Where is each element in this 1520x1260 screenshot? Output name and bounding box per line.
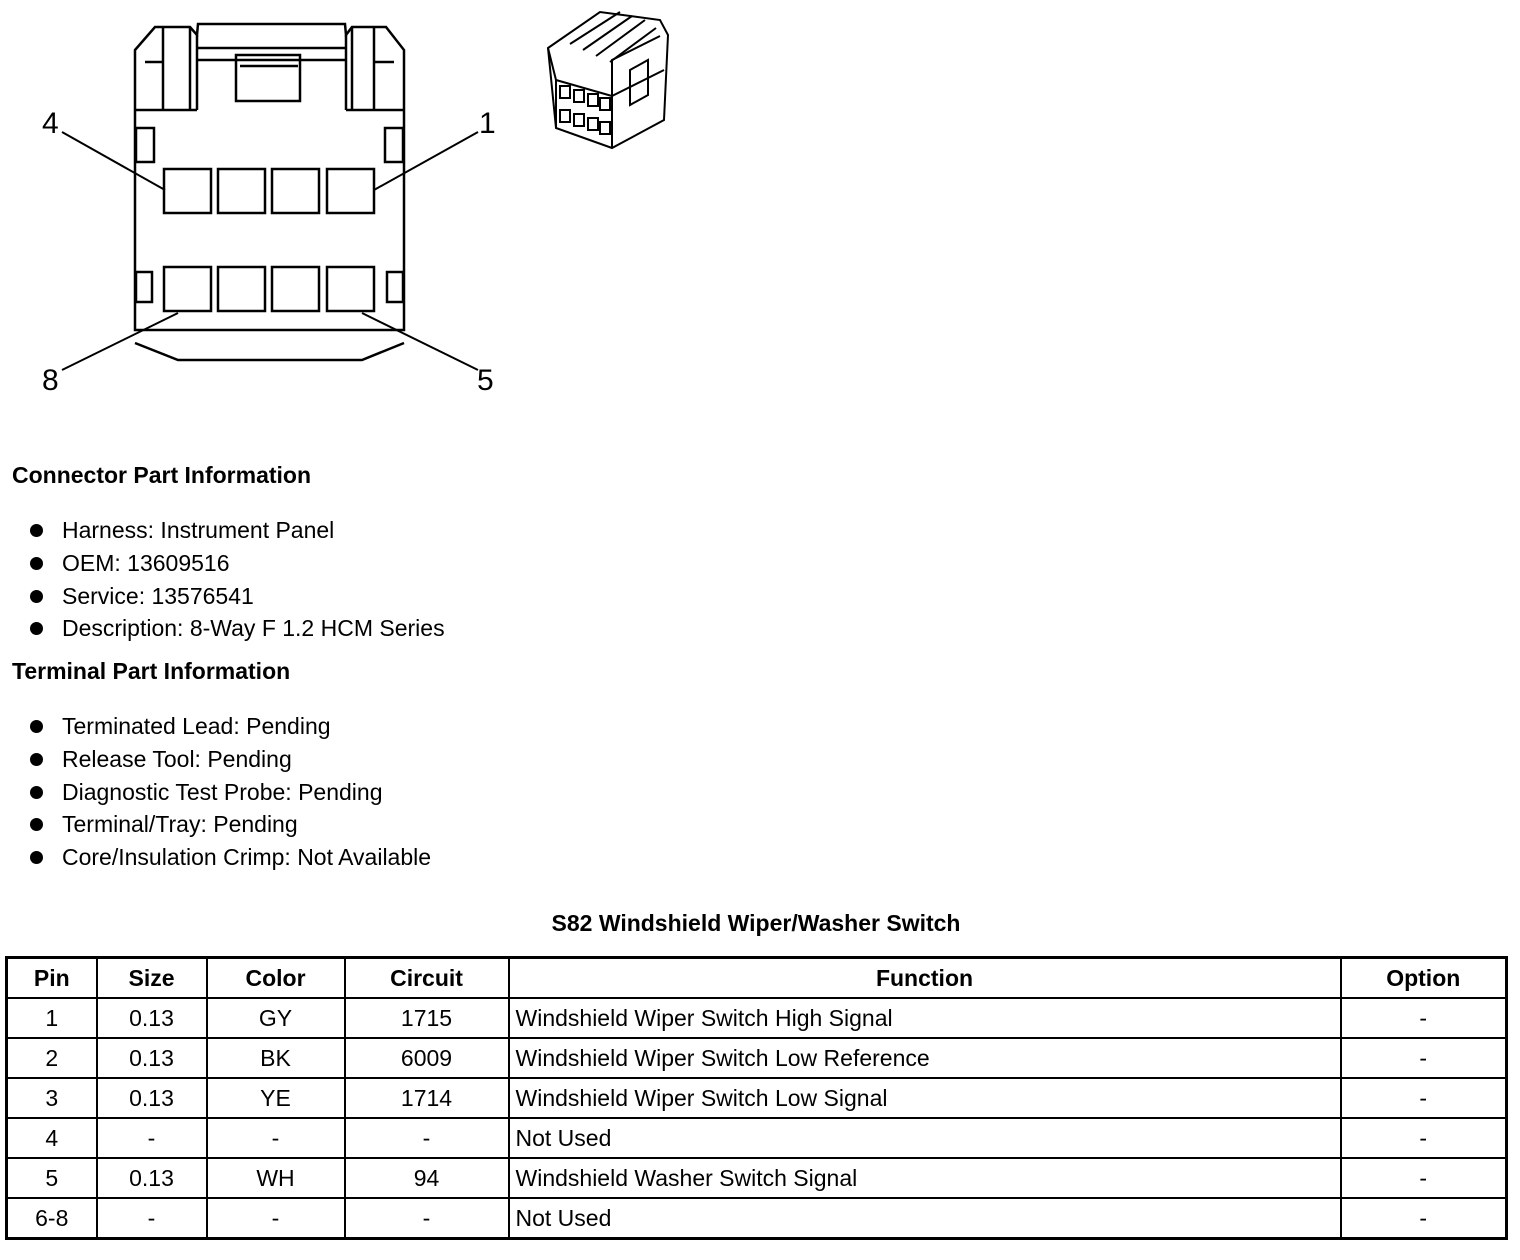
terminal-info-list bbox=[28, 710, 431, 874]
cell-color: - bbox=[207, 1118, 345, 1158]
cavity-8 bbox=[164, 267, 211, 311]
list-item: Terminal/Tray: Pending bbox=[28, 808, 431, 841]
cell-size: 0.13 bbox=[97, 1158, 207, 1198]
cell-function: Not Used bbox=[509, 1198, 1341, 1239]
left-window-upper bbox=[136, 128, 154, 162]
cavity-5 bbox=[327, 267, 374, 311]
table-row bbox=[7, 998, 1507, 1038]
cell-size: - bbox=[97, 1118, 207, 1158]
cell-size: - bbox=[97, 1198, 207, 1239]
table-header-row bbox=[7, 958, 1507, 999]
cell-circuit: 1714 bbox=[345, 1078, 509, 1118]
cell-option: - bbox=[1341, 1078, 1507, 1118]
bottom-skirt bbox=[135, 343, 404, 360]
cell-size: 0.13 bbox=[97, 998, 207, 1038]
right-window-lower bbox=[387, 272, 403, 302]
bullet-icon bbox=[30, 720, 43, 733]
cell-color: YE bbox=[207, 1078, 345, 1118]
cell-pin: 3 bbox=[7, 1078, 97, 1118]
cell-circuit: 1715 bbox=[345, 998, 509, 1038]
pin-table bbox=[5, 956, 1508, 1240]
housing-outline bbox=[135, 24, 404, 330]
bullet-icon bbox=[30, 753, 43, 766]
terminal-info-heading: Terminal Part Information bbox=[12, 658, 291, 684]
table-row bbox=[7, 1158, 1507, 1198]
header-size: Size bbox=[97, 958, 207, 999]
cavity-6 bbox=[272, 267, 319, 311]
cell-option: - bbox=[1341, 1118, 1507, 1158]
cell-pin: 4 bbox=[7, 1118, 97, 1158]
cell-circuit: 94 bbox=[345, 1158, 509, 1198]
leader-pin-5 bbox=[362, 313, 478, 370]
header-function: Function bbox=[509, 958, 1341, 999]
cell-pin: 6-8 bbox=[7, 1198, 97, 1239]
cell-option: - bbox=[1341, 998, 1507, 1038]
connector-info-list bbox=[28, 514, 445, 645]
table-row bbox=[7, 1038, 1507, 1078]
cell-color: BK bbox=[207, 1038, 345, 1078]
cell-size: 0.13 bbox=[97, 1038, 207, 1078]
left-window-lower bbox=[136, 272, 152, 302]
cell-pin: 2 bbox=[7, 1038, 97, 1078]
list-item: Service: 13576541 bbox=[28, 580, 445, 613]
cavity-2 bbox=[272, 169, 319, 213]
pin-label-1: 1 bbox=[479, 107, 496, 140]
table-row bbox=[7, 1198, 1507, 1239]
cell-function: Windshield Washer Switch Signal bbox=[509, 1158, 1341, 1198]
bullet-icon bbox=[30, 590, 43, 603]
list-item: Description: 8-Way F 1.2 HCM Series bbox=[28, 612, 445, 645]
header-pin: Pin bbox=[7, 958, 97, 999]
bullet-icon bbox=[30, 818, 43, 831]
top-latch bbox=[197, 35, 346, 110]
cell-size: 0.13 bbox=[97, 1078, 207, 1118]
cell-color: GY bbox=[207, 998, 345, 1038]
pin-label-4: 4 bbox=[42, 107, 59, 140]
bullet-icon bbox=[30, 622, 43, 635]
connector-face-diagram bbox=[0, 0, 700, 420]
bullet-icon bbox=[30, 786, 43, 799]
cell-circuit: 6009 bbox=[345, 1038, 509, 1078]
list-item: Harness: Instrument Panel bbox=[28, 514, 445, 547]
pin-label-5: 5 bbox=[477, 364, 494, 397]
list-item: Core/Insulation Crimp: Not Available bbox=[28, 841, 431, 874]
leader-pin-8 bbox=[62, 313, 178, 370]
header-option: Option bbox=[1341, 958, 1507, 999]
list-item: OEM: 13609516 bbox=[28, 547, 445, 580]
cell-function: Windshield Wiper Switch High Signal bbox=[509, 998, 1341, 1038]
header-color: Color bbox=[207, 958, 345, 999]
cell-function: Not Used bbox=[509, 1118, 1341, 1158]
bullet-icon bbox=[30, 557, 43, 570]
pin-table-title: S82 Windshield Wiper/Washer Switch bbox=[551, 910, 961, 936]
cell-option: - bbox=[1341, 1038, 1507, 1078]
cell-function: Windshield Wiper Switch Low Reference bbox=[509, 1038, 1341, 1078]
list-item: Terminated Lead: Pending bbox=[28, 710, 431, 743]
bullet-icon bbox=[30, 524, 43, 537]
connector-isometric-icon bbox=[548, 12, 668, 148]
cavity-4 bbox=[164, 169, 211, 213]
cell-function: Windshield Wiper Switch Low Signal bbox=[509, 1078, 1341, 1118]
latch-tab bbox=[236, 55, 300, 101]
cell-option: - bbox=[1341, 1158, 1507, 1198]
cell-pin: 5 bbox=[7, 1158, 97, 1198]
cell-circuit: - bbox=[345, 1118, 509, 1158]
header-circuit: Circuit bbox=[345, 958, 509, 999]
right-window-upper bbox=[385, 128, 403, 162]
cell-circuit: - bbox=[345, 1198, 509, 1239]
pin-label-8: 8 bbox=[42, 364, 59, 397]
list-item: Diagnostic Test Probe: Pending bbox=[28, 776, 431, 809]
cell-option: - bbox=[1341, 1198, 1507, 1239]
cavity-3 bbox=[218, 169, 265, 213]
cell-color: - bbox=[207, 1198, 345, 1239]
bullet-icon bbox=[30, 851, 43, 864]
table-row bbox=[7, 1078, 1507, 1118]
cavity-1 bbox=[327, 169, 374, 213]
connector-info-heading: Connector Part Information bbox=[12, 462, 312, 488]
connector-face-drawing bbox=[0, 0, 700, 420]
table-row bbox=[7, 1118, 1507, 1158]
cell-pin: 1 bbox=[7, 998, 97, 1038]
cavity-7 bbox=[218, 267, 265, 311]
list-item: Release Tool: Pending bbox=[28, 743, 431, 776]
cell-color: WH bbox=[207, 1158, 345, 1198]
